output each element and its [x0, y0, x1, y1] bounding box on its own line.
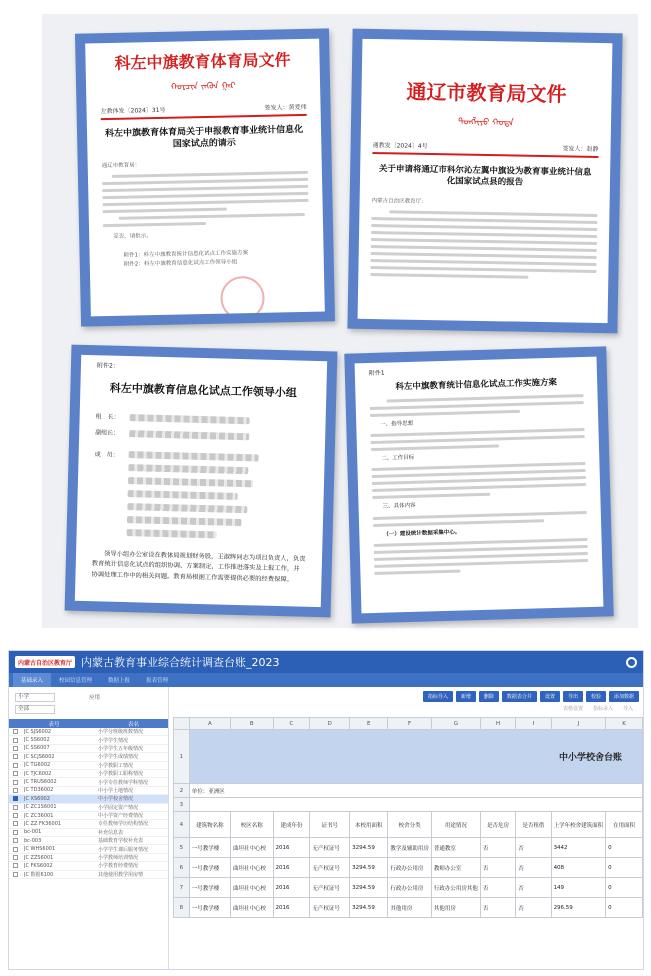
doc3-title: 科左中旗教育信息化试点工作领导小组 [109, 381, 298, 400]
list-item-name: 小学学生五年级情况 [98, 745, 144, 752]
list-item-code: JC SS6002 [24, 737, 50, 744]
list-item-code: JC TJC6002 [24, 770, 52, 777]
toolbar-button[interactable]: 数据表合并 [502, 691, 537, 702]
list-item-checkbox[interactable] [13, 855, 18, 860]
column-header: 校舍分类 [388, 812, 432, 838]
list-item[interactable] [9, 829, 168, 837]
list-item-checkbox[interactable] [13, 763, 18, 768]
sheet-area [169, 687, 643, 969]
list-item-name: 小学教职工职称情况 [98, 771, 144, 778]
list-item[interactable] [9, 820, 168, 828]
list-header-code: 表号 [48, 721, 60, 728]
list-item[interactable] [9, 854, 168, 862]
cell[interactable]: 一号教学楼 [189, 838, 230, 858]
sub-toolbar-link[interactable]: 表格设置 [562, 706, 583, 712]
corner-cell [174, 718, 190, 730]
sub-toolbar-link[interactable]: 导入 [622, 706, 633, 712]
cell[interactable]: 无产权证号 [310, 858, 350, 878]
list-item-checkbox[interactable] [13, 771, 18, 776]
column-header: 本校用面积 [350, 812, 388, 838]
column-header: 在用面积 [606, 812, 643, 838]
cell[interactable]: 否 [516, 878, 551, 898]
spreadsheet-grid [173, 717, 643, 969]
doc1-header: 科左中旗教育体育局文件 [114, 50, 291, 73]
unit-label: 单位：亚洲区 [189, 784, 642, 798]
list-item-checkbox[interactable] [13, 872, 18, 877]
list-item-code: JC SS6007 [24, 745, 50, 752]
cell[interactable]: 否 [516, 898, 551, 918]
list-item-checkbox[interactable] [13, 780, 18, 785]
doc2-body [370, 210, 597, 280]
header-row [174, 798, 643, 812]
cell[interactable]: 无产权证号 [310, 898, 350, 918]
cell[interactable]: 408 [551, 858, 606, 878]
list-item[interactable] [9, 745, 168, 753]
list-item-checkbox[interactable] [13, 754, 18, 759]
spreadsheet-table [173, 717, 643, 918]
document-collage [42, 14, 638, 628]
app-tabs [9, 673, 643, 687]
header-row [174, 812, 643, 838]
list-item-checkbox[interactable] [13, 805, 18, 810]
toolbar-button[interactable]: 校验 [586, 691, 606, 702]
doc4-body [370, 394, 589, 574]
doc1-title: 科左中旗教育体育局关于申报教育事业统计信息化国家试点的请示 [104, 124, 304, 150]
list-header [9, 719, 168, 728]
app-logo-text: 内蒙古自治区教育厅 [18, 659, 73, 667]
sub-toolbar-link[interactable]: 指标录入 [592, 706, 613, 712]
list-item-name: 小学专任教师学科情况 [98, 779, 149, 786]
list-item-checkbox[interactable] [13, 838, 18, 843]
doc2-signer: 签发人：赵静 [562, 145, 599, 153]
doc4-card [344, 346, 613, 623]
column-letter: I [516, 718, 551, 730]
list-item-code: JC TG6002 [24, 762, 51, 769]
cell[interactable]: 曲坦社中心校 [230, 838, 273, 858]
table-list-sidebar [9, 687, 169, 969]
column-header: 上学年校舍建筑面积 [551, 812, 606, 838]
tab-data-report[interactable]: 数据上报 [108, 678, 131, 684]
cell[interactable]: 2016 [273, 898, 310, 918]
row-number: 6 [174, 858, 190, 878]
list-item[interactable] [9, 845, 168, 853]
table-row [174, 898, 643, 918]
title-row [174, 730, 643, 784]
cell[interactable]: 0 [606, 838, 643, 858]
cell[interactable]: 296.59 [551, 898, 606, 918]
cell[interactable]: 0 [606, 878, 643, 898]
list-item[interactable] [9, 770, 168, 778]
doc3-card [65, 345, 338, 618]
app-logo [15, 656, 75, 668]
cell[interactable]: 一号教学楼 [189, 878, 230, 898]
column-letter: G [431, 718, 480, 730]
cell[interactable]: 3294.59 [350, 878, 388, 898]
cell[interactable]: 无产权证号 [310, 878, 350, 898]
cell[interactable]: 教学及辅助用房 [388, 838, 432, 858]
list-item-checkbox[interactable] [13, 863, 18, 868]
column-letter: E [350, 718, 388, 730]
cell[interactable]: 行政办公用房其他 [431, 878, 480, 898]
cell[interactable]: 行政办公用房 [388, 858, 432, 878]
toolbar [169, 687, 643, 702]
list-item[interactable] [9, 778, 168, 786]
list-item[interactable] [9, 871, 168, 879]
cell[interactable]: 否 [480, 898, 515, 918]
list-item-code: bc-003 [24, 837, 42, 844]
list-item-checkbox[interactable] [13, 746, 18, 751]
list-item-code: JC TD36002 [24, 787, 54, 794]
gear-icon[interactable] [626, 657, 637, 668]
list-item[interactable] [9, 787, 168, 795]
table-row [174, 878, 643, 898]
list-item-code: JC TRUS6002 [24, 779, 57, 786]
list-item-code: JC ZC36001 [24, 812, 54, 819]
doc1-divider [101, 114, 307, 120]
column-letter: F [388, 718, 432, 730]
filter-row [9, 691, 168, 703]
apply-button[interactable]: 应用 [89, 695, 101, 701]
cell[interactable]: 149 [551, 878, 606, 898]
cell[interactable]: 行政办公用房 [388, 878, 432, 898]
list-item-checkbox[interactable] [13, 729, 18, 734]
doc3-leader-row [96, 412, 310, 427]
column-letter-row [174, 718, 643, 730]
list-item-name: 专任教师学历结构情况 [98, 821, 149, 828]
list-item-name: 基础教育学校补充表 [98, 838, 144, 845]
doc3-role1: 组 长： [95, 412, 120, 421]
doc2-header: 通辽市教育局文件 [406, 79, 567, 107]
cell[interactable]: 一号教学楼 [189, 898, 230, 918]
statistics-app-window [8, 650, 644, 970]
list-item-name: 小学教育经费情况 [98, 863, 139, 870]
doc4-title: 科左中旗教育统计信息化试点工作实施方案 [395, 377, 558, 393]
cell[interactable]: 否 [480, 838, 515, 858]
list-item-checkbox[interactable] [13, 796, 18, 801]
list-item-name: 小学教师培训情况 [98, 855, 139, 862]
cell[interactable]: 一号教学楼 [189, 858, 230, 878]
doc3-member-block [93, 450, 309, 541]
app-title: 内蒙古教育事业综合统计调查台账_2023 [81, 656, 280, 669]
cell[interactable]: 曲坦社中心校 [230, 898, 273, 918]
header-spacer [189, 798, 642, 812]
toolbar-button[interactable]: 新增 [456, 691, 476, 702]
doc1-attach1: 附件1：科左中旗教育统计信息化试点工作实施方案 [123, 250, 249, 260]
list-item-name: 小学学生成绩情况 [98, 754, 139, 761]
column-header: 证书号 [310, 812, 350, 838]
list-item-checkbox[interactable] [13, 738, 18, 743]
list-item-code: JC 数据6100 [24, 871, 54, 878]
list-item-checkbox[interactable] [13, 847, 18, 852]
list-item-code: JC WHS6001 [24, 846, 56, 853]
column-header: 建筑物名称 [189, 812, 230, 838]
toolbar-button[interactable]: 添加数据 [609, 691, 639, 702]
filter-row-2 [9, 703, 168, 715]
doc1-signer: 签发人：黄爱伟 [264, 103, 307, 112]
cell[interactable]: 否 [516, 858, 551, 878]
cell[interactable]: 0 [606, 858, 643, 878]
doc1-card [75, 28, 335, 326]
doc1-attach2: 附件2：科左中旗教育信息化试点工作领导小组 [123, 259, 238, 269]
column-header: 用途情况 [431, 812, 480, 838]
list-item-checkbox[interactable] [13, 788, 18, 793]
doc3-label: 附件2： [96, 362, 119, 370]
cell[interactable]: 无产权证号 [310, 838, 350, 858]
doc1-body [102, 171, 309, 227]
cell[interactable]: 2016 [273, 878, 310, 898]
school-type-select[interactable]: 小学 [15, 693, 55, 702]
column-header: 校区名称 [230, 812, 273, 838]
tab-campus-info[interactable]: 校园信息管理 [59, 678, 93, 684]
table-row [174, 838, 643, 858]
column-letter: D [310, 718, 350, 730]
cell[interactable]: 否 [480, 858, 515, 878]
list-item-code: bc-001 [24, 829, 42, 836]
list-item-checkbox[interactable] [13, 821, 18, 826]
column-letter: H [480, 718, 515, 730]
list-item-name: 其他使用教学用房情 [98, 871, 144, 878]
row-number: 1 [174, 730, 190, 784]
toolbar-button[interactable]: 删除 [479, 691, 499, 702]
unit-row [174, 784, 643, 798]
list-item-name: 小学学生课后服务情况 [98, 846, 149, 853]
cell[interactable]: 0 [606, 898, 643, 918]
doc1-closing: 妥否，请批示。 [113, 233, 152, 241]
list-item-name: 中小学校舍情况 [98, 796, 134, 803]
column-letter: A [189, 718, 230, 730]
doc3-paragraph: 领导小组办公室设在教体局规划财务股，王淑辉同志为项目负责人，负责教育统计信息化试点的组织协调、方案制定，工作推进落实及上报工作，并协调处理工作中的相关问题。教育局根据工作需要提供必要的经费保障。 [91, 550, 306, 584]
row-number: 3 [174, 798, 190, 812]
row-number: 8 [174, 898, 190, 918]
doc1-mongol-script: ᠬᠣᠷᠴᠢᠨ ᠵᠡᠭᠦᠨ ᠭᠠᠷ [170, 81, 236, 93]
cell[interactable]: 其他用房 [431, 898, 480, 918]
cell[interactable]: 否 [480, 878, 515, 898]
list-item-code: JC ZC1S6001 [24, 804, 57, 811]
cell[interactable]: 2016 [273, 838, 310, 858]
list-item-name: 中小学资产经费情况 [98, 813, 144, 820]
table-list [9, 728, 168, 879]
list-item-name: 补充信息表 [98, 829, 124, 836]
doc2-number: 通教发〔2024〕4号 [372, 142, 428, 150]
list-item[interactable] [9, 762, 168, 770]
doc2-title: 关于申请将通辽市科尔沁左翼中旗设为教育事业统计信息化国家试点县的报告 [378, 164, 592, 189]
doc4-section3: 三、具体内容 [382, 503, 416, 511]
list-item[interactable] [9, 837, 168, 845]
app-header [9, 651, 643, 673]
sub-toolbar [169, 702, 643, 712]
list-item-code: JC XS6002 [24, 795, 50, 802]
column-letter: K [606, 718, 643, 730]
cell[interactable]: 曲坦社中心校 [230, 858, 273, 878]
toolbar-button[interactable]: 指标导入 [423, 691, 453, 702]
doc4-section1: 一、指导思想 [380, 421, 414, 429]
column-letter: J [551, 718, 606, 730]
list-item-checkbox[interactable] [13, 813, 18, 818]
list-item-code: JC SJS6002 [24, 728, 52, 735]
doc1-stamp [220, 276, 265, 317]
cell[interactable]: 否 [516, 838, 551, 858]
doc2-addressee: 内蒙古自治区教育厅： [371, 197, 427, 205]
list-item[interactable] [9, 795, 168, 803]
cell[interactable]: 3294.59 [350, 898, 388, 918]
sheet-title: 中小学校舍台账 [189, 730, 642, 784]
tab-report-manage[interactable]: 报表管理 [146, 678, 169, 684]
list-header-name: 表名 [127, 721, 139, 728]
toolbar-button[interactable]: 设置 [540, 691, 560, 702]
list-item[interactable] [9, 862, 168, 870]
cell[interactable]: 教师办公室 [431, 858, 480, 878]
doc2-mongol-script: ᠲᠤᠩᠯᠢᠶᠣ ᠬᠣᠲᠠ [458, 117, 514, 129]
cell[interactable]: 曲坦社中心校 [230, 878, 273, 898]
column-letter: B [230, 718, 273, 730]
cell[interactable]: 3442 [551, 838, 606, 858]
cell[interactable]: 3294.59 [350, 838, 388, 858]
row-number: 7 [174, 878, 190, 898]
tab-basic-entry[interactable]: 基础录入 [13, 673, 51, 687]
list-item-checkbox[interactable] [13, 830, 18, 835]
row-number: 5 [174, 838, 190, 858]
doc1-number: 左教体发〔2024〕31号 [100, 106, 166, 116]
row-number: 2 [174, 784, 190, 798]
doc3-role3: 成 员： [94, 450, 119, 459]
doc4-section2: 二、工作目标 [381, 455, 415, 463]
list-item-name: 小学教职工情况 [98, 762, 134, 769]
column-header: 建成年份 [273, 812, 310, 838]
cell[interactable]: 2016 [273, 858, 310, 878]
cell[interactable]: 其他用房 [388, 898, 432, 918]
cell[interactable]: 普通教室 [431, 838, 480, 858]
column-header: 是否危房 [480, 812, 515, 838]
list-item[interactable] [9, 804, 168, 812]
list-item-name: 中小学土地情况 [98, 787, 134, 794]
toolbar-button[interactable]: 导出 [563, 691, 583, 702]
doc4-label: 附件1 [368, 369, 385, 378]
list-item[interactable] [9, 736, 168, 744]
doc2-divider [372, 152, 598, 158]
doc3-deputy-row [95, 428, 309, 443]
column-letter: C [273, 718, 310, 730]
list-item-code: JC ZZS6001 [24, 854, 54, 861]
cell[interactable]: 3294.59 [350, 858, 388, 878]
list-item-code: JC FKS6002 [24, 862, 53, 869]
list-item[interactable] [9, 728, 168, 736]
list-item[interactable] [9, 812, 168, 820]
column-header: 是否租借 [516, 812, 551, 838]
list-item[interactable] [9, 753, 168, 761]
table-row [174, 858, 643, 878]
doc1-addressee: 通辽市教育局： [101, 162, 141, 170]
scope-select[interactable]: 全部 [15, 705, 55, 714]
doc4-sub1: （一）建设统计数据采集中心。 [383, 529, 461, 538]
list-item-name: 小学固定资产情况 [98, 804, 139, 811]
row-number: 4 [174, 812, 190, 838]
list-item-name: 小学分班级班数情况 [98, 729, 144, 736]
list-item-code: JC ZZ FK36001 [24, 820, 62, 827]
doc2-card [347, 29, 622, 334]
list-item-name: 小学学生情况 [98, 737, 129, 744]
list-item-code: JC SCJS6002 [24, 753, 55, 760]
doc3-role2: 副组长： [95, 428, 120, 437]
